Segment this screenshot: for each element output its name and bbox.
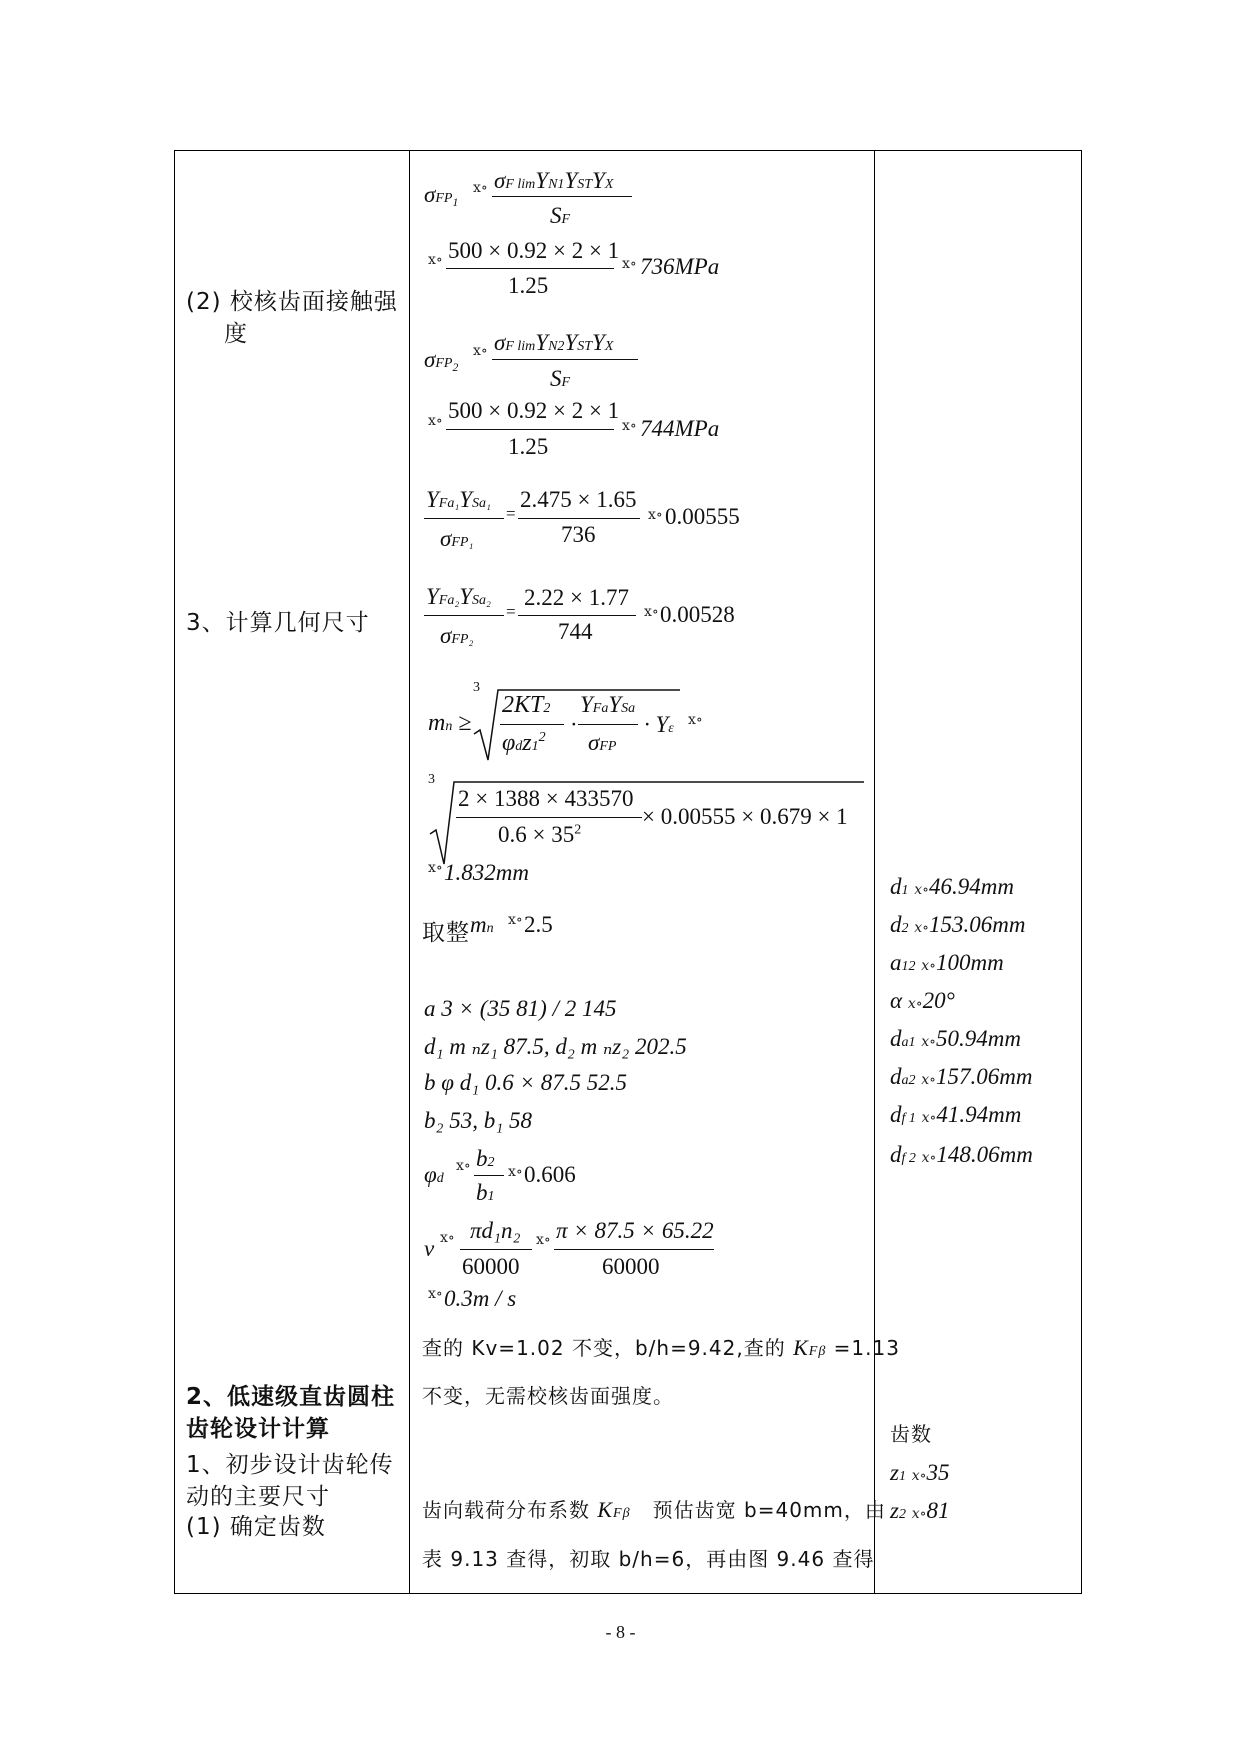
fraction-bar bbox=[424, 615, 504, 616]
approx-glyph: ⅹ∘ bbox=[688, 712, 703, 728]
fraction-bar bbox=[518, 615, 636, 616]
frac-bot-2: 1.25 bbox=[508, 434, 549, 459]
y-epsilon: · Yε bbox=[644, 712, 674, 737]
column-divider-2 bbox=[874, 150, 875, 1594]
frac-bot-1: 1.25 bbox=[508, 273, 549, 298]
check-text-1: 查的 Kv=1.02 不变，b/h=9.42,查的 KFβ =1.13 bbox=[422, 1335, 900, 1360]
approx-glyph: ⅹ∘ bbox=[644, 604, 659, 620]
approx-glyph: ⅹ∘ bbox=[473, 180, 488, 196]
approx-glyph: ⅹ∘ bbox=[508, 912, 523, 928]
b-line: b φ d₁ 0.6 × 87.5 52.5 bbox=[424, 1070, 627, 1095]
approx-glyph: ⅹ∘ bbox=[622, 256, 637, 272]
fraction-bar bbox=[474, 1175, 504, 1176]
teeth-heading: 齿数 bbox=[890, 1422, 932, 1446]
approx-glyph: ⅹ∘ bbox=[536, 1232, 551, 1248]
approx-glyph: ⅹ∘ bbox=[456, 1158, 471, 1174]
phi-symbol: φd bbox=[424, 1162, 444, 1187]
big-num: 2 × 1388 × 433570 bbox=[458, 786, 634, 811]
fraction-bar bbox=[492, 196, 632, 197]
prelim-label-2: 动的主要尺寸 bbox=[186, 1484, 330, 1510]
result-alpha: α ⅹ∘20° bbox=[890, 988, 955, 1013]
sigma-formula-num-1: σF limYN1YSTYX bbox=[494, 168, 614, 193]
phi-num: b2 bbox=[476, 1146, 495, 1171]
frac-top-1: 500 × 0.92 × 2 × 1 bbox=[448, 238, 620, 263]
z2-value: z2 ⅹ∘81 bbox=[890, 1498, 950, 1523]
geometry-label: 3、计算几何尺寸 bbox=[186, 610, 370, 636]
fraction-bar bbox=[456, 817, 642, 818]
teeth-label: (1) 确定齿数 bbox=[186, 1514, 326, 1540]
mn-inner-den: $\varphi dz1^2$ bbox=[502, 730, 546, 756]
approx-glyph: ⅹ∘ bbox=[428, 252, 443, 268]
approx-glyph: ⅹ∘ bbox=[622, 418, 637, 434]
mn-inner-num: 2KT2 bbox=[502, 692, 551, 718]
v-den-b: 60000 bbox=[602, 1254, 660, 1279]
a-line: a 3 × (35 81) / 2 145 bbox=[424, 996, 617, 1021]
check-text-2: 不变，无需校核齿面强度。 bbox=[422, 1384, 674, 1408]
result-a12: a12 ⅹ∘100mm bbox=[890, 950, 1004, 975]
phi-val: 0.606 bbox=[524, 1162, 576, 1187]
round-val: 2.5 bbox=[524, 912, 553, 937]
mn-result: 1.832mm bbox=[444, 860, 529, 885]
fraction-bar bbox=[446, 268, 614, 269]
sigma-fp1-symbol: σFP$_1$ bbox=[424, 182, 459, 209]
ratio2-lhs-num: YFa₂YSa₂ bbox=[426, 584, 491, 609]
page-number: - 8 - bbox=[605, 1622, 636, 1642]
result-d2: d2 ⅹ∘153.06mm bbox=[890, 912, 1026, 937]
dot-operator: · bbox=[570, 712, 578, 737]
sigma-fp2-symbol: σFP$_2$ bbox=[424, 347, 459, 374]
ratio1-lhs-num: YFa₁YSa₁ bbox=[426, 487, 491, 512]
v-num-b: π × 87.5 × 65.22 bbox=[556, 1218, 714, 1243]
check-contact-label: (2) 校核齿面接触强 bbox=[186, 289, 398, 315]
approx-glyph: ⅹ∘ bbox=[428, 413, 443, 429]
big-tail: × 0.00555 × 0.679 × 1 bbox=[642, 804, 848, 829]
result-744: 744MPa bbox=[640, 416, 720, 441]
ratio2-lhs-den: σFP₂ bbox=[440, 623, 474, 648]
equals-sign: = bbox=[506, 602, 516, 621]
approx-glyph: ⅹ∘ bbox=[508, 1164, 523, 1180]
sigma-formula-den-1: SF bbox=[550, 203, 571, 228]
approx-glyph: ⅹ∘ bbox=[648, 507, 663, 523]
sigma-formula-num-2: σF limYN2YSTYX bbox=[494, 330, 614, 355]
fraction-bar bbox=[578, 724, 638, 725]
fraction-bar bbox=[424, 518, 504, 519]
z1-value: z1 ⅹ∘35 bbox=[890, 1460, 950, 1485]
column-divider-1 bbox=[409, 150, 410, 1594]
mn-ratio-den: σFP bbox=[588, 730, 617, 755]
fraction-bar bbox=[554, 1249, 714, 1250]
ratio2-den: 744 bbox=[558, 619, 593, 644]
b2-line: b₂ 53, b₁ 58 bbox=[424, 1108, 532, 1133]
mn-symbol: mn ≥ bbox=[428, 710, 472, 736]
section2-title-1: 2、低速级直齿圆柱 bbox=[186, 1384, 396, 1410]
section2-title-2: 齿轮设计计算 bbox=[186, 1416, 330, 1442]
ratio2-num: 2.22 × 1.77 bbox=[524, 585, 629, 610]
check-contact-label-cont: 度 bbox=[224, 321, 248, 347]
cube-index: 3 bbox=[428, 772, 435, 787]
fraction-bar bbox=[460, 1249, 532, 1250]
ratio1-val: 0.00555 bbox=[665, 504, 740, 529]
load-text-1: 齿向载荷分布系数 KFβ 预估齿宽 b=40mm，由 bbox=[422, 1497, 886, 1522]
mn-ratio-num: YFaYSa bbox=[580, 692, 636, 717]
d-line: d₁ m ₙz₁ 87.5, d₂ m ₙz₂ 202.5 bbox=[424, 1034, 687, 1059]
ratio1-lhs-den: σFP₁ bbox=[440, 526, 474, 551]
prelim-label-1: 1、初步设计齿轮传 bbox=[186, 1452, 394, 1478]
fraction-bar bbox=[492, 359, 638, 360]
equals-sign: = bbox=[506, 504, 516, 523]
round-label: 取整 bbox=[422, 920, 470, 946]
result-da1: da1 ⅹ∘50.94mm bbox=[890, 1026, 1021, 1051]
ratio1-num: 2.475 × 1.65 bbox=[520, 487, 637, 512]
fraction-bar bbox=[518, 518, 640, 519]
cube-index: 3 bbox=[473, 680, 480, 695]
fraction-bar bbox=[446, 429, 614, 430]
phi-den: b1 bbox=[476, 1180, 495, 1205]
approx-glyph: ⅹ∘ bbox=[473, 343, 488, 359]
v-symbol: v bbox=[424, 1236, 435, 1261]
approx-glyph: ⅹ∘ bbox=[440, 1230, 455, 1246]
ratio2-val: 0.00528 bbox=[660, 602, 735, 627]
result-736: 736MPa bbox=[640, 254, 720, 279]
v-den-a: 60000 bbox=[462, 1254, 520, 1279]
frac-top-2: 500 × 0.92 × 2 × 1 bbox=[448, 398, 620, 423]
result-da2: da2 ⅹ∘157.06mm bbox=[890, 1064, 1033, 1089]
result-df1: df 1 ⅹ∘41.94mm bbox=[890, 1102, 1022, 1127]
approx-glyph: ⅹ∘ bbox=[428, 860, 443, 876]
result-d1: d1 ⅹ∘46.94mm bbox=[890, 874, 1014, 899]
load-text-2: 表 9.13 查得，初取 b/h=6，再由图 9.46 查得 bbox=[422, 1547, 875, 1571]
result-df2: df 2 ⅹ∘148.06mm bbox=[890, 1142, 1033, 1167]
big-den: $0.6 \times 35^2$ bbox=[498, 822, 582, 847]
ratio1-den: 736 bbox=[561, 522, 596, 547]
v-result: 0.3m / s bbox=[444, 1286, 517, 1311]
sigma-formula-den-2: SF bbox=[550, 366, 571, 391]
round-mn: mn bbox=[470, 912, 494, 937]
v-num-a: πd₁n₂ bbox=[470, 1218, 521, 1243]
approx-glyph: ⅹ∘ bbox=[428, 1286, 443, 1302]
fraction-bar bbox=[500, 724, 564, 725]
